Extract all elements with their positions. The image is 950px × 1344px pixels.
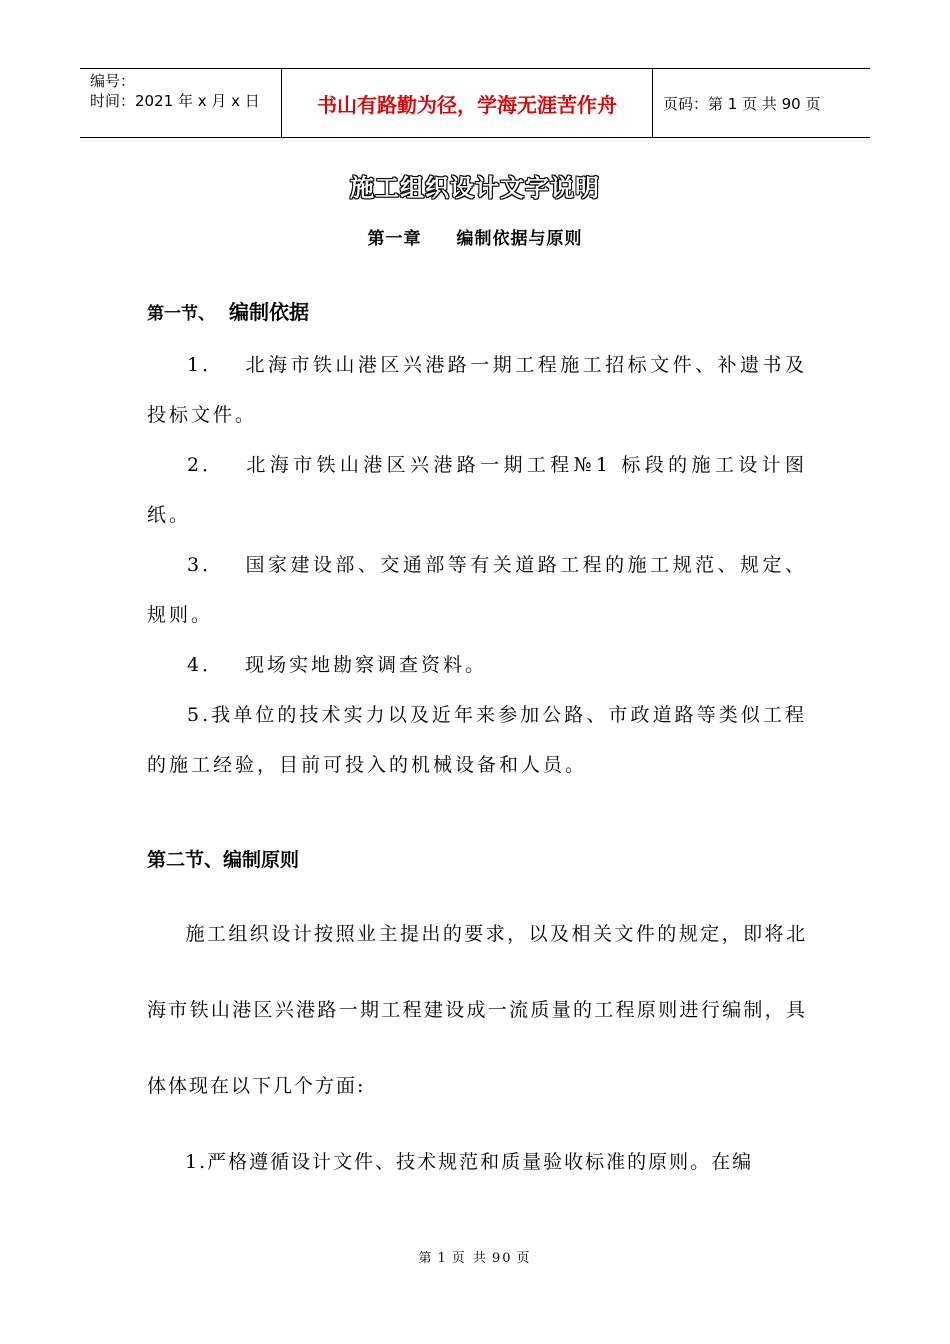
document-time-label: 时间：2021 年 x 月 x 日: [90, 92, 260, 110]
section1-list: [147, 340, 807, 790]
section2-body: [147, 896, 807, 1200]
list-item: 2． 北海市铁山港区兴港路一期工程№1 标段的施工设计图纸。: [147, 454, 807, 526]
page-header: [80, 68, 870, 138]
header-meta: [80, 69, 281, 137]
section2-heading: 第二节、编制原则: [147, 849, 300, 871]
section2-item1: 1.严格遵循设计文件、技术规范和质量验收标准的原则。在编: [185, 1151, 754, 1173]
chapter-number: 第一章: [367, 229, 422, 249]
document-number-label: 编号：: [90, 72, 136, 90]
list-item: 5.我单位的技术实力以及近年来参加公路、市政道路等类似工程的施工经验，目前可投入的机械设备和人员。: [147, 704, 807, 776]
header-page-info: 页码：第 1 页 共 90 页: [663, 94, 821, 113]
page-footer: 第 1 页 共 90 页: [418, 1251, 532, 1266]
section2-intro: 施工组织设计按照业主提出的要求，以及相关文件的规定，即将北海市铁山港区兴港路一期工程建设成一流质量的工程原则进行编制，具体体现在以下几个方面:: [147, 923, 807, 1097]
footer-page-total: 90: [491, 1251, 513, 1266]
chapter-title: 编制依据与原则: [456, 229, 583, 249]
section1-heading: [147, 296, 309, 325]
section1-title: 编制依据: [229, 300, 309, 324]
document-title: 施工组织设计文字说明: [350, 174, 600, 202]
list-item: 4． 现场实地勘察调查资料。: [187, 654, 488, 676]
list-item: 3． 国家建设部、交通部等有关道路工程的施工规范、规定、规则。: [147, 554, 807, 626]
list-item: 1． 北海市铁山港区兴港路一期工程施工招标文件、补遗书及投标文件。: [147, 354, 807, 426]
section1-number: 第一节、: [147, 304, 215, 324]
footer-page-number: 1: [437, 1251, 448, 1266]
chapter-heading: [0, 224, 950, 249]
header-motto: 书山有路勤为径，学海无涯苦作舟: [281, 69, 653, 137]
